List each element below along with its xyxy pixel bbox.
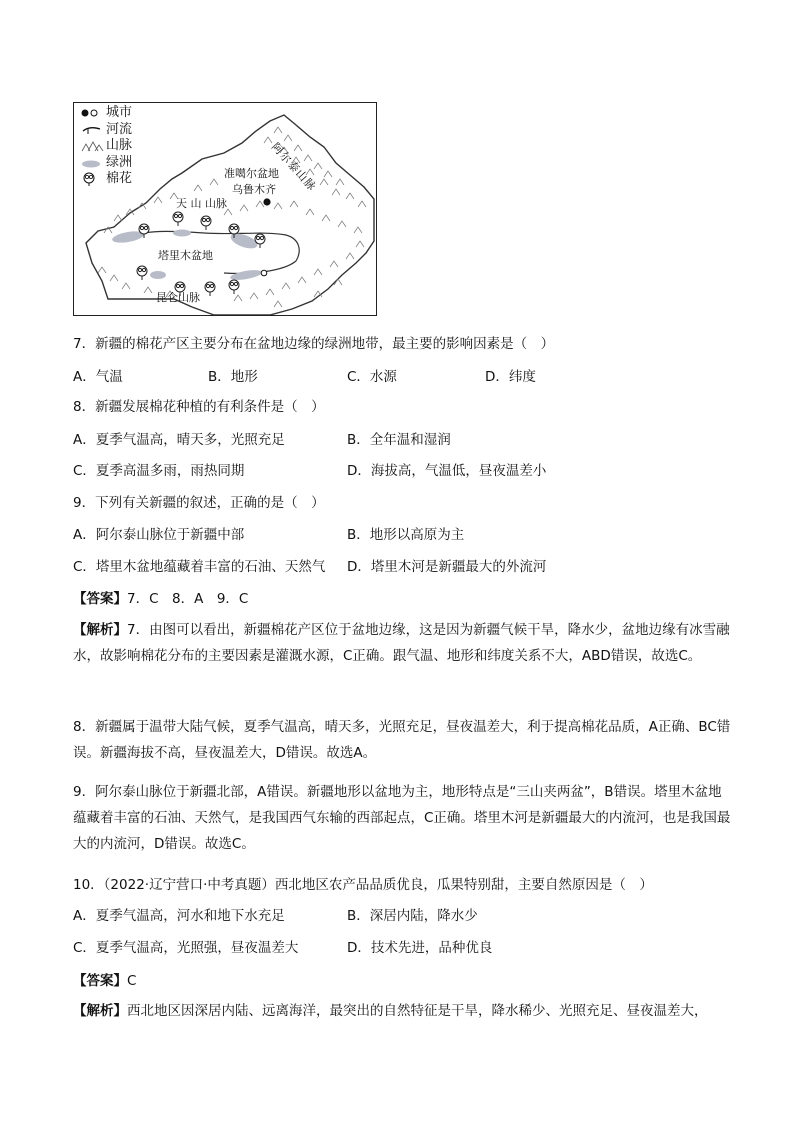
q10-option-c: C．夏季气温高，光照强，昼夜温差大 — [73, 940, 299, 956]
xinjiang-map — [73, 102, 377, 316]
city-icon — [80, 106, 106, 120]
answer-block-2 — [73, 971, 136, 991]
cotton-icon — [80, 172, 106, 186]
legend-oasis — [80, 155, 132, 172]
answer-text: 7．C 8．A 9．C — [127, 591, 249, 607]
small-city-marker — [261, 270, 267, 276]
label-urumqi: 乌鲁木齐 — [232, 183, 276, 196]
q8-option-b: B．全年温和湿润 — [347, 432, 451, 448]
q8-option-c: C．夏季高温多雨，雨热同期 — [73, 463, 245, 479]
legend-river — [80, 122, 132, 139]
analysis-7 — [73, 617, 733, 669]
q10-option-a: A．夏季气温高，河水和地下水充足 — [73, 908, 285, 924]
q10-option-b: B．深居内陆，降水少 — [347, 908, 478, 924]
analysis-tag: 【解析】 — [73, 1003, 127, 1019]
analysis-10-text: 西北地区因深居内陆、远离海洋，最突出的自然特征是干旱，降水稀少、光照充足、昼夜温差大， — [127, 1003, 708, 1019]
label-altai: 阿尔泰山脉 — [268, 140, 319, 194]
river-icon — [80, 123, 106, 137]
label-tarim: 塔里木盆地 — [158, 249, 213, 262]
analysis-10 — [73, 998, 733, 1024]
legend-river-label: 河流 — [106, 121, 133, 137]
analysis-tag: 【解析】 — [73, 622, 127, 638]
answer-text: C — [127, 973, 137, 989]
legend-cotton-label: 棉花 — [106, 171, 133, 186]
q9-option-a: A．阿尔泰山脉位于新疆中部 — [73, 527, 245, 543]
analysis-9: 9．阿尔泰山脉位于新疆北部，A错误。新疆地形以盆地为主，地形特点是“三山夹两盆”，B错误。塔里木盆地蕴藏着丰富的石油、天然气，是我国西气东输的西部起点，C正确。塔里木河是新疆最大的内流河，也是我国最大的内流河，D错误。故选C。 — [73, 784, 731, 852]
question-9-stem: 9．下列有关新疆的叙述，正确的是（ ） — [73, 495, 325, 511]
q9-option-c: C．塔里木盆地蕴藏着丰富的石油、天然气 — [73, 559, 326, 575]
legend-city-label: 城市 — [106, 105, 133, 120]
question-7-stem: 7．新疆的棉花产区主要分布在盆地边缘的绿洲地带，最主要的影响因素是（ ） — [73, 336, 555, 352]
legend-city — [80, 105, 132, 122]
mountain-icon — [80, 139, 106, 153]
q7-option-c: C．水源 — [347, 369, 397, 385]
analysis-7-text: 7．由图可以看出，新疆棉花产区位于盆地边缘，这是因为新疆气候干旱，降水少，盆地边缘有冰雪融水，故影响棉花分布的主要因素是灌溉水源，C正确。跟气温、地形和纬度关系不大，ABD错误，故选C。 — [73, 622, 730, 664]
answer-tag: 【答案】 — [73, 591, 127, 607]
legend-mountain — [80, 138, 132, 155]
q9-option-d: D．塔里木河是新疆最大的外流河 — [347, 559, 547, 575]
map-legend — [80, 105, 132, 188]
legend-mountain-label: 山脉 — [106, 138, 133, 153]
label-kunlun: 昆仑山脉 — [156, 291, 200, 304]
q10-option-d: D．技术先进，品种优良 — [347, 940, 493, 956]
analysis-8: 8．新疆属于温带大陆气候，夏季气温高，晴天多，光照充足，昼夜温差大，利于提高棉花品质，A正确、BC错误。新疆海拔不高，昼夜温差大，D错误。故选A。 — [73, 719, 731, 761]
q9-option-b: B．地形以高原为主 — [347, 527, 465, 543]
question-10-stem: 10．（2022·辽宁营口·中考真题）西北地区农产品品质优良，瓜果特别甜，主要自然原因是（ ） — [73, 877, 653, 893]
q7-option-b: B．地形 — [208, 369, 258, 385]
urumqi-marker — [263, 198, 270, 205]
label-tianshan: 天 山 山脉 — [176, 197, 227, 210]
q7-option-a: A．气温 — [73, 369, 123, 385]
legend-cotton — [80, 171, 132, 188]
q7-option-d: D．纬度 — [485, 369, 536, 385]
answer-block-1 — [73, 589, 248, 609]
question-8-stem: 8．新疆发展棉花种植的有利条件是（ ） — [73, 399, 325, 415]
label-junggar: 准噶尔盆地 — [224, 167, 279, 180]
oasis-icon — [80, 156, 106, 170]
legend-oasis-label: 绿洲 — [106, 154, 133, 170]
answer-tag: 【答案】 — [73, 973, 127, 989]
q8-option-a: A．夏季气温高，晴天多，光照充足 — [73, 432, 285, 448]
q8-option-d: D．海拔高，气温低，昼夜温差小 — [347, 463, 547, 479]
